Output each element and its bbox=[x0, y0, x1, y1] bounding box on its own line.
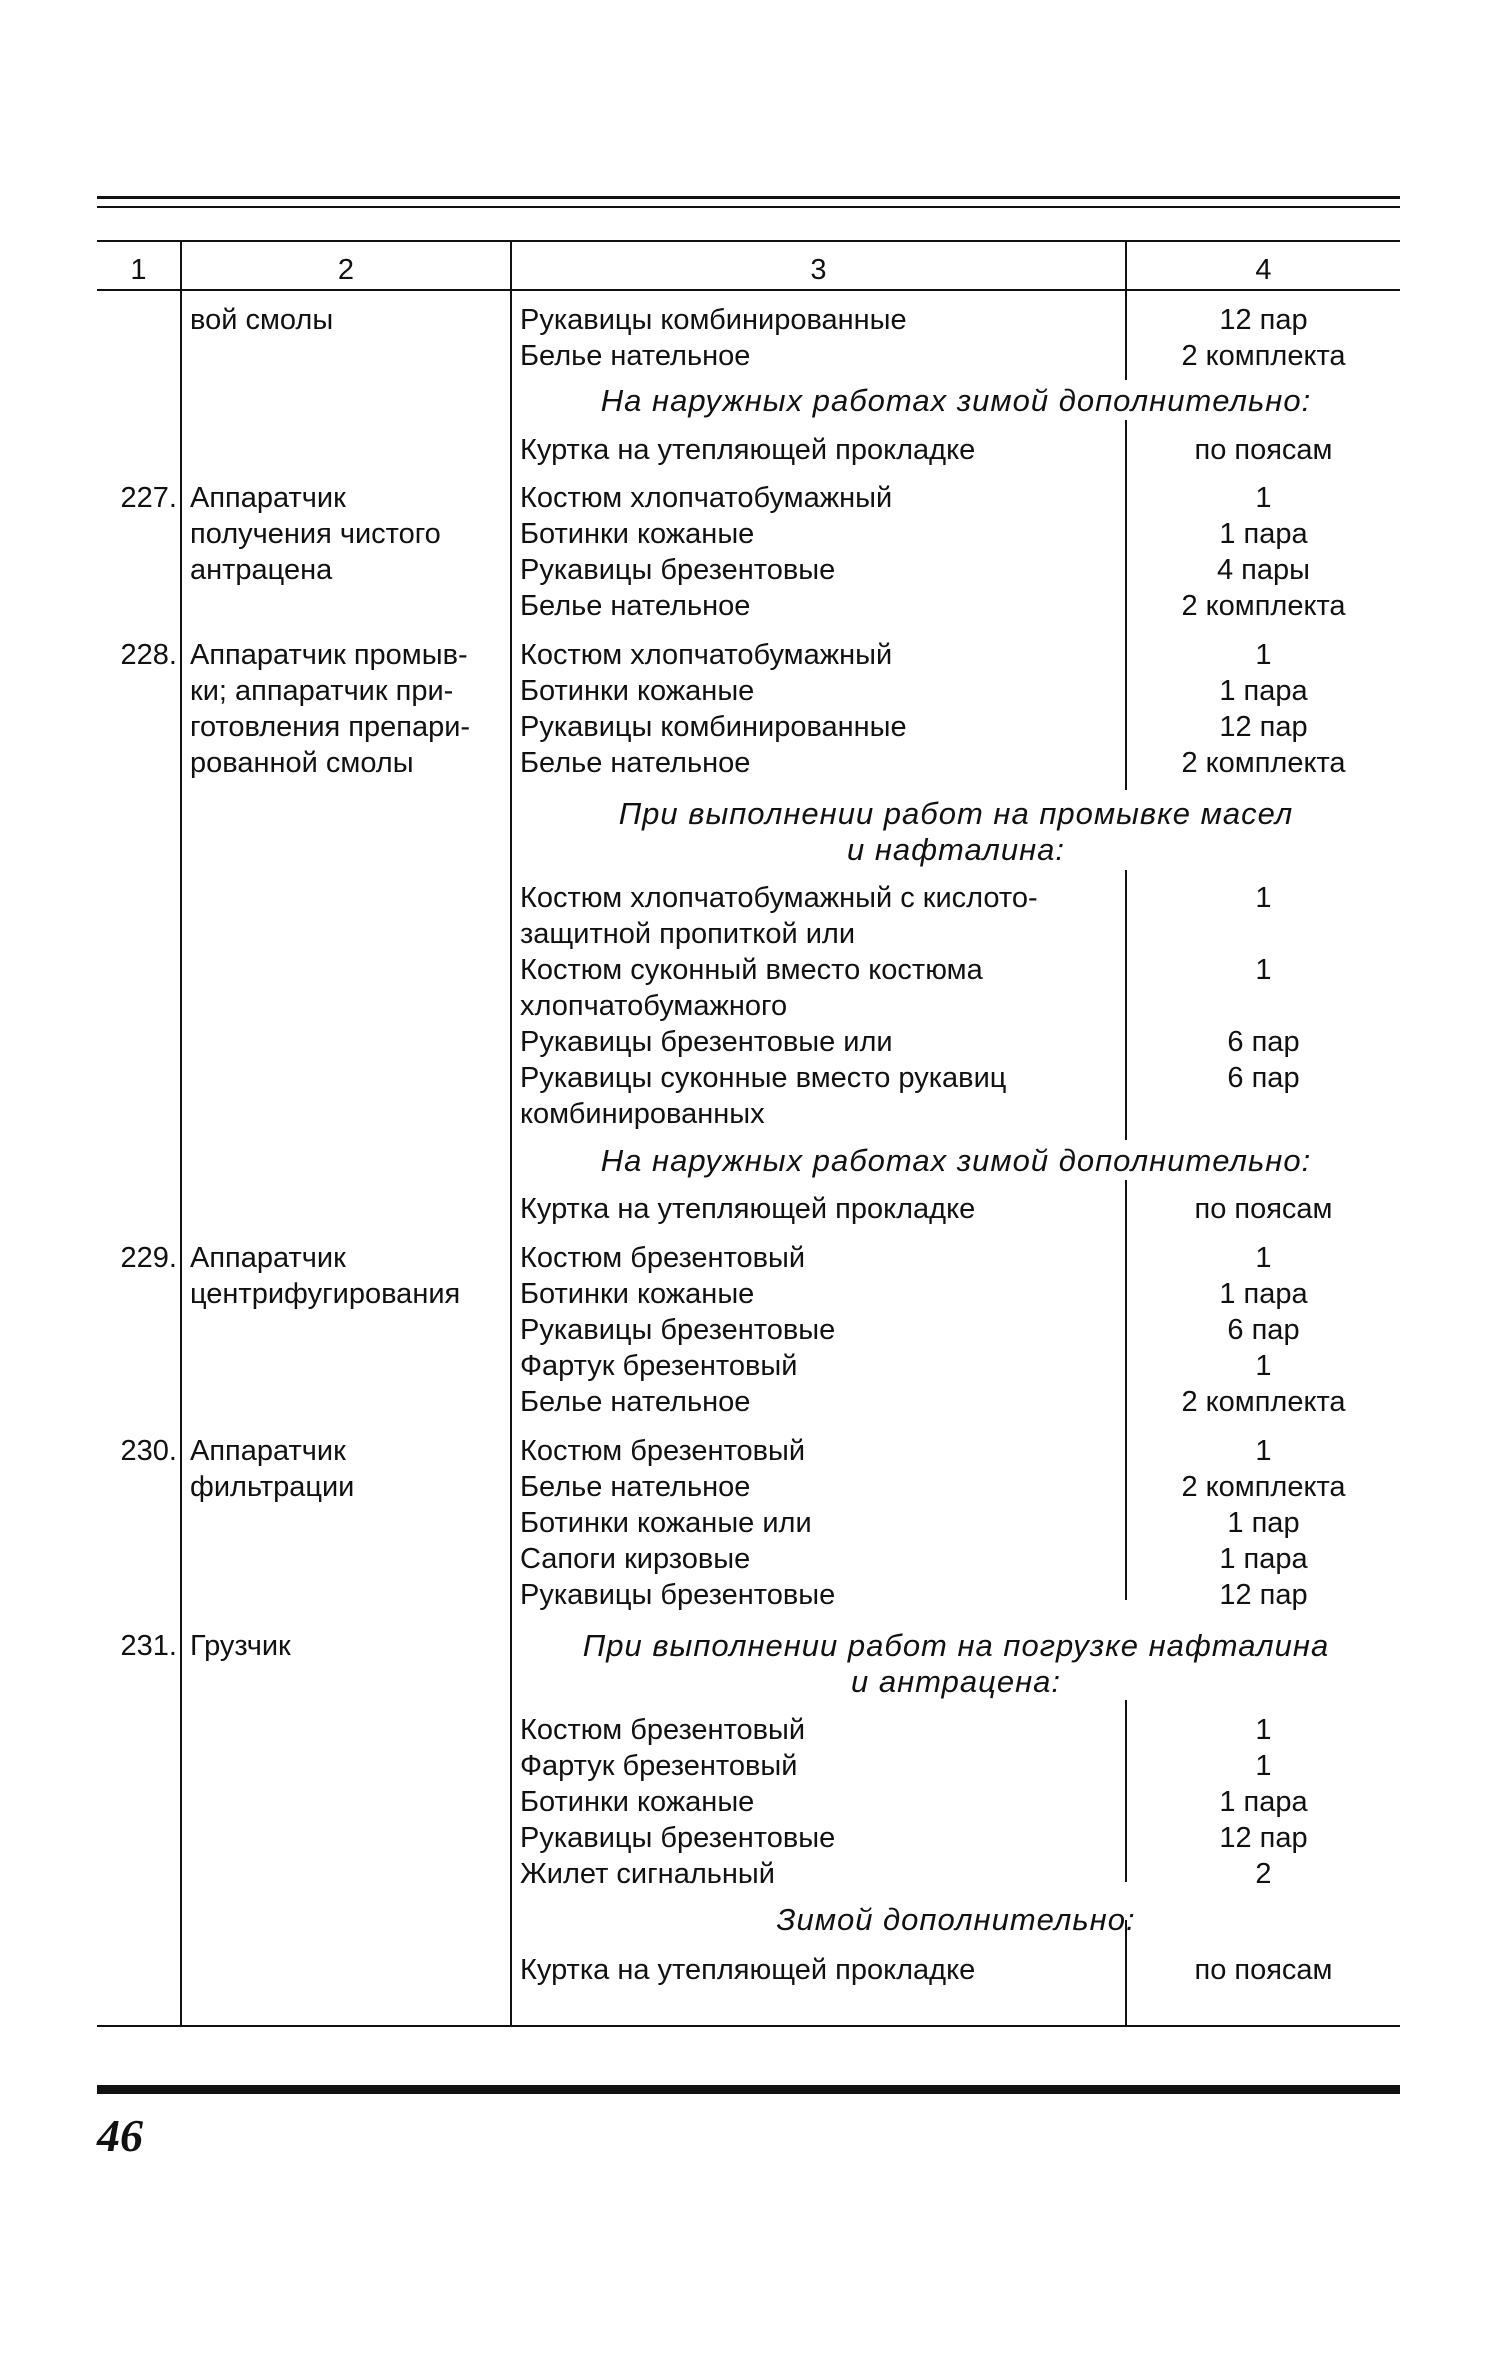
position-text: Аппаратчик bbox=[190, 1435, 346, 1467]
col-divider-1 bbox=[180, 240, 182, 2027]
item-name: Костюм хлопчатобумажный bbox=[520, 639, 893, 671]
item-qty: 2 bbox=[1255, 1858, 1272, 1890]
section-note: и нафталина: bbox=[846, 832, 1066, 867]
item-name: Белье нательное bbox=[520, 1386, 751, 1418]
item-qty: 1 bbox=[1255, 639, 1272, 671]
item-qty: 6 пар bbox=[1227, 1026, 1300, 1058]
item-qty: 12 пар bbox=[1219, 1822, 1308, 1854]
row-number: 228. bbox=[120, 639, 177, 671]
item-qty: 6 пар bbox=[1227, 1062, 1300, 1094]
item-qty: 1 пара bbox=[1219, 1786, 1308, 1818]
position-text: получения чистого bbox=[190, 518, 441, 550]
col-divider-2 bbox=[510, 240, 512, 2027]
item-name: Фартук брезентовый bbox=[520, 1350, 798, 1382]
item-qty: 1 bbox=[1255, 1435, 1272, 1467]
position-text: Аппаратчик bbox=[190, 482, 346, 514]
item-qty: 1 bbox=[1255, 482, 1272, 514]
item-name: Жилет сигнальный bbox=[520, 1858, 775, 1890]
position-text: Аппаратчик bbox=[190, 1242, 346, 1274]
header-col-2: 2 bbox=[337, 254, 355, 286]
item-qty: 2 комплекта bbox=[1181, 590, 1346, 622]
item-name: Рукавицы брезентовые bbox=[520, 1822, 836, 1854]
item-qty: 12 пар bbox=[1219, 1579, 1308, 1611]
position-text: ки; аппаратчик при- bbox=[190, 675, 454, 707]
item-name: Рукавицы брезентовые bbox=[520, 1314, 836, 1346]
item-name: Рукавицы брезентовые bbox=[520, 1579, 836, 1611]
position-text: вой смолы bbox=[190, 304, 334, 336]
item-name: Костюм суконный вместо костюма bbox=[520, 954, 983, 986]
top-rule-1 bbox=[97, 196, 1400, 199]
section-note: и антрацена: bbox=[851, 1664, 1061, 1699]
item-qty: 4 пары bbox=[1217, 554, 1310, 586]
item-qty: 6 пар bbox=[1227, 1314, 1300, 1346]
position-text: готовления препари- bbox=[190, 711, 471, 743]
item-qty: 2 комплекта bbox=[1181, 1471, 1346, 1503]
item-qty: 12 пар bbox=[1219, 304, 1308, 336]
item-name: Костюм хлопчатобумажный bbox=[520, 482, 893, 514]
item-name: хлопчатобумажного bbox=[520, 990, 788, 1022]
item-name: Ботинки кожаные bbox=[520, 518, 755, 550]
section-note: При выполнении работ на промывке масел bbox=[618, 796, 1294, 831]
item-name: Ботинки кожаные или bbox=[520, 1507, 812, 1539]
item-name: Куртка на утепляющей прокладке bbox=[520, 1193, 976, 1225]
item-name: Белье нательное bbox=[520, 747, 751, 779]
item-name: Рукавицы суконные вместо рукавиц bbox=[520, 1062, 1007, 1094]
item-qty: 2 комплекта bbox=[1181, 747, 1346, 779]
item-name: защитной пропиткой или bbox=[520, 918, 856, 950]
section-note: На наружных работах зимой дополнительно: bbox=[600, 383, 1312, 418]
item-qty: 2 комплекта bbox=[1181, 1386, 1346, 1418]
row-number: 230. bbox=[120, 1435, 177, 1467]
item-name: Куртка на утепляющей прокладке bbox=[520, 434, 976, 466]
header-col-3: 3 bbox=[810, 254, 827, 286]
item-name: Сапоги кирзовые bbox=[520, 1543, 751, 1575]
item-qty: 1 bbox=[1255, 882, 1272, 914]
item-qty: по поясам bbox=[1194, 1954, 1333, 1986]
item-name: Ботинки кожаные bbox=[520, 1786, 755, 1818]
item-name: Рукавицы брезентовые или bbox=[520, 1026, 893, 1058]
item-qty: 2 комплекта bbox=[1181, 340, 1346, 372]
item-name: комбинированных bbox=[520, 1098, 765, 1130]
section-note: При выполнении работ на погрузке нафталина bbox=[582, 1628, 1330, 1663]
item-name: Рукавицы комбинированные bbox=[520, 304, 907, 336]
row-number: 229. bbox=[120, 1242, 177, 1274]
item-qty: 1 bbox=[1255, 1242, 1272, 1274]
item-name: Белье нательное bbox=[520, 1471, 751, 1503]
item-qty: 1 bbox=[1255, 1714, 1272, 1746]
item-qty: по поясам bbox=[1194, 1193, 1333, 1225]
position-text: Грузчик bbox=[190, 1630, 291, 1662]
item-name: Куртка на утепляющей прокладке bbox=[520, 1954, 976, 1986]
item-qty: 12 пар bbox=[1219, 711, 1308, 743]
page-number: 46 bbox=[97, 2110, 143, 2161]
item-qty: по поясам bbox=[1194, 434, 1333, 466]
item-name: Рукавицы брезентовые bbox=[520, 554, 836, 586]
item-name: Рукавицы комбинированные bbox=[520, 711, 907, 743]
row-number: 227. bbox=[120, 482, 177, 514]
row-number: 231. bbox=[120, 1630, 177, 1662]
position-text: Аппаратчик промыв- bbox=[190, 639, 468, 671]
position-text: центрифугирования bbox=[190, 1278, 461, 1310]
item-name: Костюм брезентовый bbox=[520, 1714, 806, 1746]
item-qty: 1 bbox=[1255, 1750, 1272, 1782]
position-text: фильтрации bbox=[190, 1471, 355, 1503]
item-qty: 1 пара bbox=[1219, 518, 1308, 550]
top-rule-2 bbox=[97, 206, 1400, 208]
item-qty: 1 пара bbox=[1219, 1278, 1308, 1310]
item-name: Белье нательное bbox=[520, 340, 751, 372]
item-qty: 1 пара bbox=[1219, 675, 1308, 707]
item-qty: 1 bbox=[1255, 1350, 1272, 1382]
item-qty: 1 пара bbox=[1219, 1543, 1308, 1575]
position-text: рованной смолы bbox=[190, 747, 414, 779]
table-bottom-line bbox=[97, 2025, 1400, 2027]
header-col-4: 4 bbox=[1255, 254, 1272, 286]
item-name: Фартук брезентовый bbox=[520, 1750, 798, 1782]
item-name: Ботинки кожаные bbox=[520, 675, 755, 707]
item-name: Белье нательное bbox=[520, 590, 751, 622]
item-qty: 1 пар bbox=[1227, 1507, 1300, 1539]
section-note: На наружных работах зимой дополнительно: bbox=[600, 1143, 1312, 1178]
bottom-thick-rule bbox=[97, 2085, 1400, 2094]
item-name: Костюм брезентовый bbox=[520, 1242, 806, 1274]
item-name: Костюм хлопчатобумажный с кислото- bbox=[520, 882, 1038, 914]
item-name: Костюм брезентовый bbox=[520, 1435, 806, 1467]
position-text: антрацена bbox=[190, 554, 333, 586]
item-name: Ботинки кожаные bbox=[520, 1278, 755, 1310]
header-top-line bbox=[97, 240, 1400, 242]
header-col-1: 1 bbox=[130, 254, 147, 286]
header-bottom-line bbox=[97, 289, 1400, 291]
section-note: Зимой дополнительно: bbox=[776, 1902, 1136, 1937]
item-qty: 1 bbox=[1255, 954, 1272, 986]
